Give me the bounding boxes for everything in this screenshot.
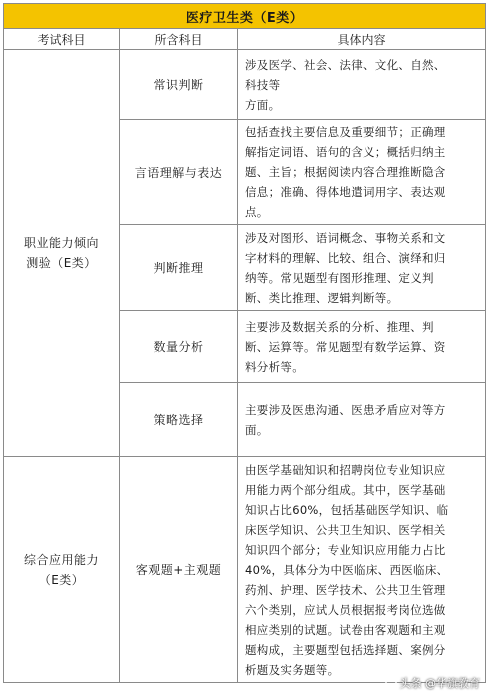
content-cell bbox=[238, 50, 486, 120]
content-line: 药剂、护理、医学技术、公共卫生管理 bbox=[245, 582, 446, 597]
content-line: 字材料的理解、比较、组合、演绎和归 bbox=[245, 250, 446, 265]
content-line: 知识占比60%，包括基础医学知识、临 bbox=[245, 502, 449, 517]
content-line: 用能力两个部分组成。其中，医学基础 bbox=[245, 482, 446, 497]
content-line: 六个类别，应试人员根据报考岗位选做 bbox=[245, 602, 446, 617]
category-label-line: （E类） bbox=[38, 572, 85, 587]
content-cell bbox=[238, 457, 486, 683]
content-line: 析题及实务题等。 bbox=[245, 662, 340, 677]
content-line: 断、类比推理、逻辑判断等。 bbox=[245, 290, 399, 305]
table-title-row bbox=[4, 4, 486, 29]
content-line: 面。 bbox=[245, 422, 269, 437]
watermark-logo-icon bbox=[385, 677, 397, 689]
subject-cell: 判断推理 bbox=[120, 225, 238, 311]
content-line: 科技等 bbox=[245, 77, 281, 92]
content-line: 包括查找主要信息及重要细节；正确理 bbox=[245, 125, 446, 139]
header-exam-subject: 考试科目 bbox=[4, 29, 120, 50]
table-title: 医疗卫生类（E类） bbox=[4, 4, 486, 29]
subject-cell: 数量分析 bbox=[120, 311, 238, 383]
content-line: 解指定词语、语句的含义；概括归纳主 bbox=[245, 145, 446, 159]
content-line: 点。 bbox=[245, 205, 269, 219]
content-line: 主要涉及医患沟通、医患矛盾应对等方 bbox=[245, 402, 446, 417]
header-included-subjects: 所含科目 bbox=[120, 29, 238, 50]
category-cell-comprehensive-application bbox=[4, 457, 120, 683]
content-line: 料分析等。 bbox=[245, 359, 304, 374]
content-cell bbox=[238, 120, 486, 225]
content-line: 主要涉及数据关系的分析、推理、判 bbox=[245, 319, 434, 334]
content-line: 信息；准确、得体地遣词用字、表达观 bbox=[245, 185, 446, 199]
content-line: 方面。 bbox=[245, 97, 281, 112]
category-cell-aptitude-test bbox=[4, 50, 120, 457]
content-cell bbox=[238, 225, 486, 311]
exam-table-container bbox=[3, 3, 485, 691]
content-line: 涉及医学、社会、法律、文化、自然、 bbox=[245, 57, 446, 72]
content-cell bbox=[238, 383, 486, 457]
content-line: 床医学知识、公共卫生知识、医学相关 bbox=[245, 522, 446, 537]
content-line: 题、主旨；根据阅读内容合理推断隐含 bbox=[245, 165, 446, 179]
content-line: 涉及对图形、语词概念、事物关系和文 bbox=[245, 230, 446, 245]
subject-cell: 客观题+主观题 bbox=[120, 457, 238, 683]
table-row bbox=[4, 50, 486, 120]
content-line: 题构成，主要题型包括选择题、案例分 bbox=[245, 642, 446, 657]
category-label-line: 测验（E类） bbox=[26, 256, 97, 270]
content-line: 知识四个部分；专业知识应用能力占比 bbox=[245, 542, 446, 557]
exam-subjects-table bbox=[3, 3, 486, 683]
subject-cell: 策略选择 bbox=[120, 383, 238, 457]
content-line: 相应类别的试题。试卷由客观题和主观 bbox=[245, 622, 446, 637]
table-row bbox=[4, 457, 486, 683]
content-line: 纳等。常见题型有图形推理、定义判 bbox=[245, 270, 434, 285]
subject-cell: 言语理解与表达 bbox=[120, 120, 238, 225]
category-label-line: 职业能力倾向 bbox=[23, 236, 99, 250]
watermark-text: 头条 @华旗教育 bbox=[399, 677, 480, 690]
content-line: 断、运算等。常见题型有数学运算、资 bbox=[245, 339, 446, 354]
category-label-line: 综合应用能力 bbox=[23, 552, 99, 567]
content-cell bbox=[238, 311, 486, 383]
subject-cell: 常识判断 bbox=[120, 50, 238, 120]
header-specific-content: 具体内容 bbox=[238, 29, 486, 50]
table-header-row bbox=[4, 29, 486, 50]
content-line: 由医学基础知识和招聘岗位专业知识应 bbox=[245, 462, 446, 477]
watermark bbox=[385, 675, 481, 691]
content-line: 40%，具体分为中医临床、西医临床、 bbox=[245, 562, 449, 577]
